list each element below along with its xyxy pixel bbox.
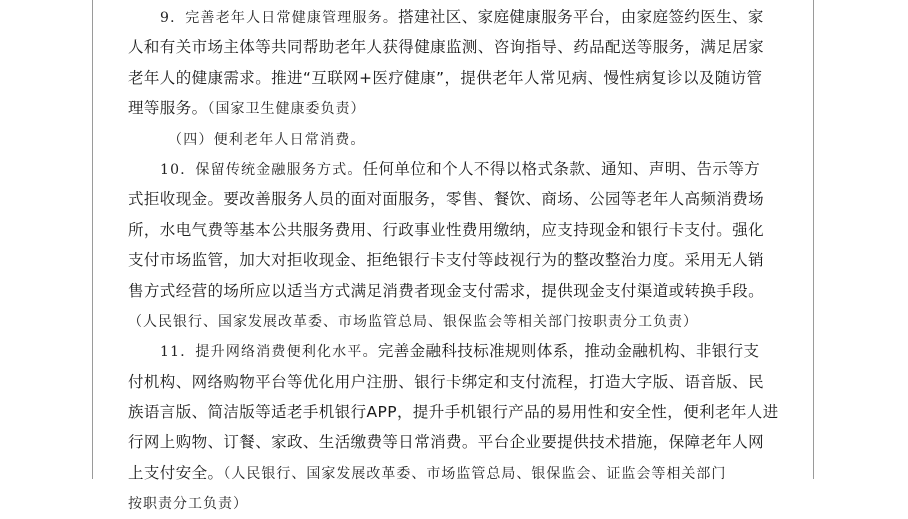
- paragraph-line: [128, 397, 780, 427]
- responsibility-note: （国家卫生健康委负责）: [207, 101, 366, 118]
- responsibility-note: （人民银行、国家发展改革委、市场监管总局、银保监会、证监会等相关部门: [223, 465, 727, 482]
- body-text: 老年人的健康需求。推进“互联网+医疗健康”，提供老年人常见病、慢性病复诊以及随访管: [128, 68, 763, 87]
- document-page: [92, 0, 814, 513]
- body-text: 所，水电气费等基本公共服务费用、行政事业性费用缴纳，应支持现金和银行卡支付。强化: [128, 220, 765, 239]
- paragraph-line: [128, 93, 780, 123]
- paragraph-line: [128, 488, 780, 518]
- responsibility-note: （人民银行、国家发展改革委、市场监管总局、银保监会等相关部门按职责分工负责）: [128, 313, 698, 330]
- paragraph-line: [128, 306, 780, 336]
- body-text: 售方式经营的场所应以适当方式满足消费者现金支付需求，提供现金支付渠道或转换手段。: [128, 281, 765, 300]
- body-text: 搭建社区、家庭健康服务平台，由家庭签约医生、家: [398, 8, 764, 26]
- responsibility-note: 按职责分工负责）: [128, 496, 248, 513]
- paragraph-line: [128, 2, 780, 32]
- document-body: [128, 2, 780, 519]
- paragraph-line: [128, 245, 780, 275]
- body-text: 族语言版、简洁版等适老手机银行APP，提升手机银行产品的易用性和安全性，便利老年人进: [128, 403, 779, 422]
- body-text: 任何单位和个人不得以格式条款、通知、声明、告示等方: [362, 159, 761, 178]
- paragraph-line: [128, 458, 780, 488]
- body-text: 支付市场监管，加大对拒收现金、拒绝银行卡支付等歧视行为的整改整治力度。采用无人销: [128, 251, 765, 270]
- section-heading-line: [128, 124, 780, 154]
- paragraph-line: [128, 32, 780, 62]
- paragraph-line: [128, 154, 780, 184]
- item-heading: 9．完善老年人日常健康管理服务。: [160, 10, 399, 26]
- body-text: 行网上购物、订餐、家政、生活缴费等日常消费。平台企业要提供技术措施，保障老年人网: [128, 433, 765, 452]
- paragraph-line: [128, 336, 780, 366]
- paragraph-line: [128, 184, 780, 214]
- paragraph-line: [128, 276, 780, 306]
- item-heading: 10．保留传统金融服务方式。: [160, 161, 363, 178]
- body-text: 式拒收现金。要改善服务人员的面对面服务，零售、餐饮、商场、公园等老年人高频消费场: [128, 190, 765, 209]
- paragraph-line: [128, 367, 780, 397]
- paragraph-line: [128, 63, 780, 93]
- paragraph-line: [128, 215, 780, 245]
- body-text: 人和有关市场主体等共同帮助老年人获得健康监测、咨询指导、药品配送等服务，满足居家: [128, 38, 765, 57]
- body-text: 完善金融科技标准规则体系，推动金融机构、非银行支: [377, 342, 760, 361]
- body-text: 上支付安全。: [128, 463, 224, 482]
- section-heading: （四）便利老年人日常消费。: [168, 131, 366, 148]
- paragraph-line: [128, 427, 780, 457]
- body-text: 理等服务。: [128, 99, 208, 118]
- item-heading: 11．提升网络消费便利化水平。: [160, 344, 378, 361]
- body-text: 付机构、网络购物平台等优化用户注册、银行卡绑定和支付流程，打造大字版、语音版、民: [128, 372, 765, 391]
